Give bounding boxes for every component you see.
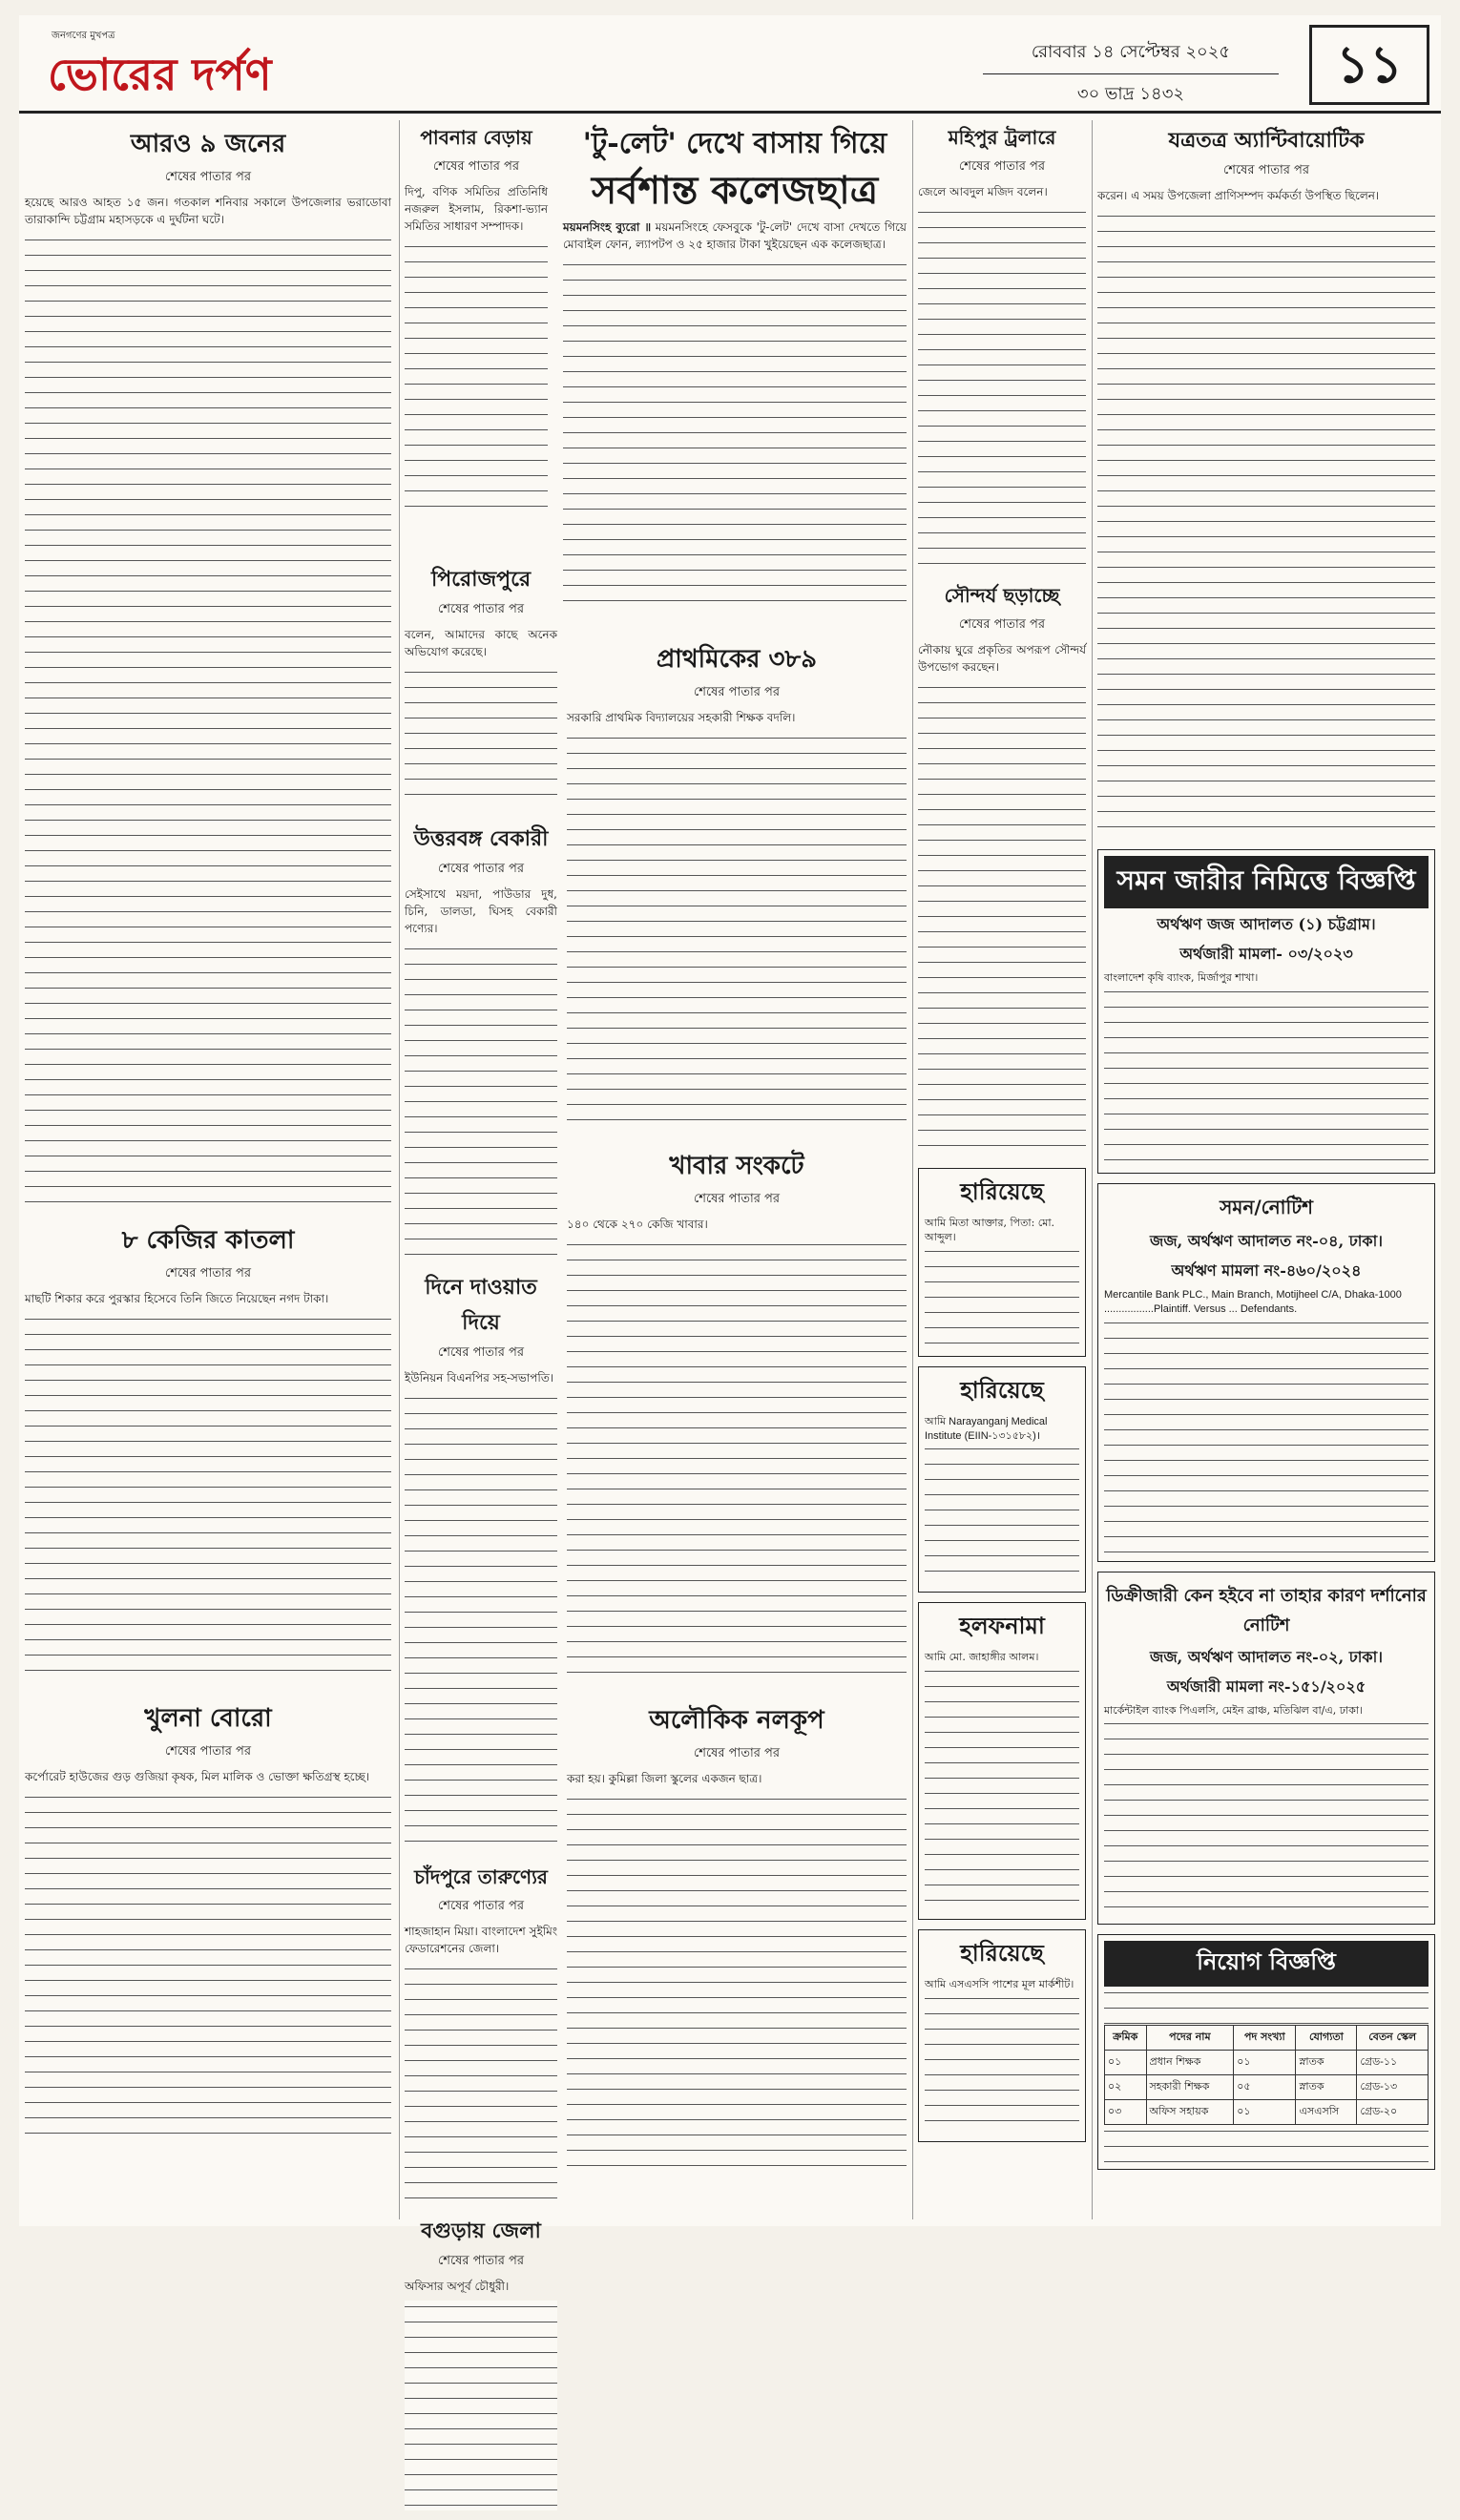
continued-label: শেষের পাতার পর bbox=[693, 1746, 781, 1760]
decree-notice bbox=[1097, 1572, 1435, 1926]
article-body bbox=[1097, 210, 1435, 840]
article-title: পিরোজপুরে bbox=[430, 567, 532, 592]
continued-label: শেষের পাতার পর bbox=[164, 1744, 252, 1759]
continued-label: শেষের পাতার পর bbox=[437, 2254, 525, 2268]
continued-label: শেষের পাতার পর bbox=[164, 1266, 252, 1281]
newspaper-logo: ভোরের দর্পণ bbox=[48, 49, 272, 100]
article-pabna bbox=[405, 120, 548, 517]
article-title: চাঁদপুরে তারুণ্যের bbox=[414, 1865, 548, 1888]
article-title: উত্তরবঙ্গ বেকারী bbox=[413, 826, 549, 851]
article-body bbox=[405, 1963, 557, 2201]
article-khulna bbox=[25, 1695, 391, 2144]
lead-byline: ময়মনসিংহ ব্যুরো ॥ bbox=[563, 220, 652, 234]
recruit-cell: এসএসসি bbox=[1296, 2100, 1357, 2125]
article-body bbox=[918, 206, 1086, 569]
ad-text: আমি মিতা আক্তার, পিতা: মো. আব্দুল। bbox=[925, 1217, 1055, 1243]
summons-notice-2 bbox=[1097, 1183, 1435, 1562]
recruit-cell: অফিস সহায়ক bbox=[1146, 2100, 1234, 2125]
article-text: করেন। এ সময় উপজেলা প্রাণিসম্পদ কর্মকর্তা উপস্থিত ছিলেন। bbox=[1097, 189, 1380, 202]
continued-label: শেষের পাতার পর bbox=[1222, 163, 1310, 177]
ad-text: আমি Narayanganj Medical Institute (EIIN-১৩১৫৮২)। bbox=[925, 1415, 1048, 1442]
recruit-cell: ০৩ bbox=[1105, 2100, 1147, 2125]
article-beauty bbox=[918, 578, 1086, 1158]
continued-label: শেষের পাতার পর bbox=[437, 1899, 525, 1913]
continued-label: শেষের পাতার পর bbox=[164, 170, 252, 184]
recruit-cell: গ্রেড-১৩ bbox=[1357, 2075, 1429, 2100]
notice-title: ডিক্রীজারী কেন হইবে না তাহার কারণ দর্শানোর নোটিশ bbox=[1106, 1585, 1427, 1635]
article-body bbox=[405, 1392, 557, 1850]
article-title: খুলনা বোরো bbox=[144, 1704, 272, 1733]
article-pirojpur bbox=[405, 559, 557, 809]
lost-ad-3 bbox=[918, 1929, 1086, 2142]
date-english: রোববার ১৪ সেপ্টেম্বর ২০২৫ bbox=[983, 32, 1279, 74]
column-5 bbox=[1097, 120, 1435, 2179]
newspaper-page bbox=[19, 15, 1441, 2293]
affidavit-ad bbox=[918, 1602, 1086, 1920]
recruit-header-cell: বেতন স্কেল bbox=[1357, 2026, 1429, 2051]
notice-case: অর্থজারী মামলা নং-১৫১/২০২৫ bbox=[1166, 1677, 1366, 1696]
article-dawat bbox=[405, 1267, 557, 1850]
article-body bbox=[25, 234, 391, 1207]
article-tubewell bbox=[567, 1697, 907, 2175]
continued-label: শেষের পাতার পর bbox=[432, 159, 520, 174]
article-title: অলৌকিক নলকূপ bbox=[649, 1706, 824, 1735]
article-body bbox=[405, 943, 557, 1258]
notice-case: অর্থঋণ মামলা নং-৪৬০/২০২৪ bbox=[1171, 1260, 1362, 1280]
article-title: সৌন্দর্য ছড়াচ্ছে bbox=[944, 584, 1060, 607]
lost-ad-2 bbox=[918, 1366, 1086, 1593]
recruit-cell: স্নাতক bbox=[1296, 2051, 1357, 2075]
notice-title: সমন জারীর নিমিত্তে বিজ্ঞপ্তি bbox=[1104, 856, 1429, 908]
article-text: নৌকায় ঘুরে প্রকৃতির অপরূপ সৌন্দর্য উপভোগ করছেন। bbox=[918, 643, 1086, 674]
article-text: জেলে আবদুল মজিদ বলেন। bbox=[918, 185, 1048, 198]
article-body bbox=[405, 2301, 557, 2510]
recruit-header-cell: পদের নাম bbox=[1146, 2026, 1234, 2051]
column-4 bbox=[918, 120, 1086, 2152]
article-title: দিনে দাওয়াত দিয়ে bbox=[425, 1275, 537, 1335]
lead-text: ময়মনসিংহে ফেসবুকে 'টু-লেট' দেখে বাসা দেখতে গিয়ে মোবাইল ফোন, ল্যাপটপ ও ২৫ হাজার টাকা খুইয়েছেন এক কলেজছাত্র। bbox=[563, 220, 907, 251]
article-bogura bbox=[405, 2211, 557, 2510]
article-body bbox=[567, 732, 907, 1133]
notice-title: সমন/নোটিশ bbox=[1220, 1195, 1313, 1218]
article-katla bbox=[25, 1217, 391, 1685]
recruit-row bbox=[1105, 2075, 1429, 2100]
article-text: ইউনিয়ন বিএনপির সহ-সভাপতি। bbox=[405, 1371, 554, 1385]
recruit-header-cell: পদ সংখ্যা bbox=[1234, 2026, 1296, 2051]
article-food bbox=[567, 1142, 907, 1687]
recruit-title: নিয়োগ বিজ্ঞপ্তি bbox=[1104, 1941, 1429, 1987]
recruit-cell: গ্রেড-১১ bbox=[1357, 2051, 1429, 2075]
column-1 bbox=[25, 120, 391, 2154]
article-title: মহিপুর ট্রলারে bbox=[948, 126, 1056, 149]
article-title: খাবার সংকটে bbox=[669, 1152, 804, 1180]
recruit-cell: গ্রেড-২০ bbox=[1357, 2100, 1429, 2125]
recruit-cell: স্নাতক bbox=[1296, 2075, 1357, 2100]
date-bangla: ৩০ ভাদ্র ১৪৩২ bbox=[1076, 84, 1185, 104]
article-text: শাহজাহান মিয়া। বাংলাদেশ সুইমিং ফেডারেশনের জেলা। bbox=[405, 1925, 557, 1955]
ad-text: আমি মো. জাহাঙ্গীর আলম। bbox=[925, 1651, 1039, 1664]
continued-label: শেষের পাতার পর bbox=[958, 617, 1046, 632]
article-title: বগুড়ায় জেলা bbox=[421, 2218, 541, 2243]
column-2 bbox=[405, 120, 548, 527]
article-text: মাছটি শিকার করে পুরস্কার হিসেবে তিনি জিতে নিয়েছেন নগদ টাকা। bbox=[25, 1292, 329, 1305]
notice-text: Mercantile Bank PLC., Main Branch, Motijheel C/A, Dhaka-1000 .................Plaintiff. Versus ... Defendants. bbox=[1104, 1288, 1402, 1315]
ad-text: আমি এসএসসি পাশের মূল মার্কশীট। bbox=[925, 1978, 1074, 1991]
recruit-row bbox=[1105, 2100, 1429, 2125]
article-mohipur bbox=[918, 120, 1086, 569]
recruit-table bbox=[1104, 2025, 1429, 2125]
article-title: প্রাথমিকের ৩৮৯ bbox=[656, 645, 818, 674]
notice-text: বাংলাদেশ কৃষি ব্যাংক, মির্জাপুর শাখা। bbox=[1104, 971, 1259, 984]
lead-story-header bbox=[563, 120, 907, 612]
lead-headline: সর্বশান্ত কলেজছাত্র bbox=[591, 168, 879, 213]
article-text: কর্পোরেট হাউজের গুড় গুজিয়া কৃষক, মিল মালিক ও ভোক্তা ক্ষতিগ্রস্থ হচ্ছে। bbox=[25, 1770, 370, 1783]
notice-case: অর্থজারী মামলা- ০৩/২০২৩ bbox=[1179, 945, 1353, 963]
article-text: সরকারি প্রাথমিক বিদ্যালয়ের সহকারী শিক্ষক বদলি। bbox=[567, 711, 796, 724]
article-title: পাবনার বেড়ায় bbox=[420, 126, 532, 149]
ad-title: হারিয়েছে bbox=[960, 1939, 1044, 1968]
article-text: ১৪০ থেকে ২৭০ কেজি খাবার। bbox=[567, 1218, 708, 1231]
article-text: সেইসাথে ময়দা, পাউডার দুধ, চিনি, ডালডা, ঘিসহ বেকারী পণ্যের। bbox=[405, 887, 557, 935]
article-chandpur bbox=[405, 1860, 557, 2201]
continued-label: শেষের পাতার পর bbox=[437, 862, 525, 876]
article-text: দিপু, বণিক সমিতির প্রতিনিধি নজরুল ইসলাম, রিকশা-ভ্যান সমিতির সাধারণ সম্পাদক। bbox=[405, 185, 548, 233]
article-text: অফিসার অপূর্ব চৌধুরী। bbox=[405, 2280, 510, 2293]
article-body bbox=[25, 1313, 391, 1685]
article-body bbox=[567, 1239, 907, 1687]
recruit-row bbox=[1105, 2051, 1429, 2075]
lead-kicker: 'টু-লেট' দেখে বাসায় গিয়ে bbox=[582, 127, 887, 160]
article-body bbox=[25, 1791, 391, 2144]
recruit-cell: ০২ bbox=[1105, 2075, 1147, 2100]
column-3 bbox=[567, 635, 907, 2184]
recruit-header-cell: ক্রমিক bbox=[1105, 2026, 1147, 2051]
recruit-cell: প্রধান শিক্ষক bbox=[1146, 2051, 1234, 2075]
continued-label: শেষের পাতার পর bbox=[437, 602, 525, 616]
summons-notice bbox=[1097, 849, 1435, 1174]
column-2-lower bbox=[405, 559, 557, 2520]
lost-ad-1 bbox=[918, 1168, 1086, 1357]
lead-body bbox=[563, 259, 907, 612]
masthead bbox=[19, 15, 1441, 114]
article-body bbox=[918, 681, 1086, 1158]
article-body bbox=[567, 1793, 907, 2175]
continued-label: শেষের পাতার পর bbox=[437, 1345, 525, 1360]
tagline: জনগণের মুখপত্র bbox=[52, 31, 115, 41]
notice-court: অর্থঋণ জজ আদালত (১) চট্টগ্রাম। bbox=[1157, 915, 1376, 933]
continued-label: শেষের পাতার পর bbox=[693, 1192, 781, 1206]
article-text: বলেন, আমাদের কাছে অনেক অভিযোগ করেছে। bbox=[405, 628, 557, 658]
article-text: হয়েছে আরও আহত ১৫ জন। গতকাল শনিবার সকালে উপজেলার ভরাডোবা তারাকান্দি চট্টগ্রাম মহাসড়কে এ দুর্ঘটনা ঘটে। bbox=[25, 196, 391, 226]
article-title: যত্রতত্র অ্যান্টিবায়োটিক bbox=[1168, 128, 1365, 153]
notice-text: মার্কেন্টাইল ব্যাংক পিএলসি, মেইন ব্রাঞ্চ, মতিঝিল বা/এ, ঢাকা। bbox=[1104, 1703, 1363, 1717]
continued-label: শেষের পাতার পর bbox=[958, 159, 1046, 174]
article-bakery bbox=[405, 819, 557, 1258]
article-antibiotic bbox=[1097, 120, 1435, 840]
recruit-cell: ০৫ bbox=[1234, 2075, 1296, 2100]
ad-title: হারিয়েছে bbox=[960, 1177, 1044, 1205]
recruit-cell: ০১ bbox=[1105, 2051, 1147, 2075]
notice-court: জজ, অর্থঋণ আদালত নং-০২, ঢাকা। bbox=[1150, 1647, 1383, 1666]
article-body bbox=[405, 240, 548, 517]
ad-title: হলফনামা bbox=[959, 1612, 1045, 1640]
recruit-header-cell: যোগ্যতা bbox=[1296, 2026, 1357, 2051]
notice-court: জজ, অর্থঋণ আদালত নং-০৪, ঢাকা। bbox=[1150, 1231, 1383, 1250]
continued-label: শেষের পাতার পর bbox=[693, 685, 781, 699]
article-text: করা হয়। কুমিল্লা জিলা স্কুলের একজন ছাত্র। bbox=[567, 1772, 762, 1785]
page-number: ১১ bbox=[1309, 25, 1429, 105]
article-title: আরও ৯ জনের bbox=[130, 130, 286, 158]
recruitment-ad bbox=[1097, 1934, 1435, 2170]
article-body bbox=[405, 666, 557, 809]
article-title: ৮ কেজির কাতলা bbox=[121, 1226, 295, 1255]
dateline bbox=[983, 32, 1279, 115]
article-primary bbox=[567, 635, 907, 1133]
article-ninth bbox=[25, 120, 391, 1207]
recruit-cell: ০১ bbox=[1234, 2100, 1296, 2125]
recruit-cell: ০১ bbox=[1234, 2051, 1296, 2075]
ad-title: হারিয়েছে bbox=[960, 1375, 1044, 1404]
recruit-cell: সহকারী শিক্ষক bbox=[1146, 2075, 1234, 2100]
